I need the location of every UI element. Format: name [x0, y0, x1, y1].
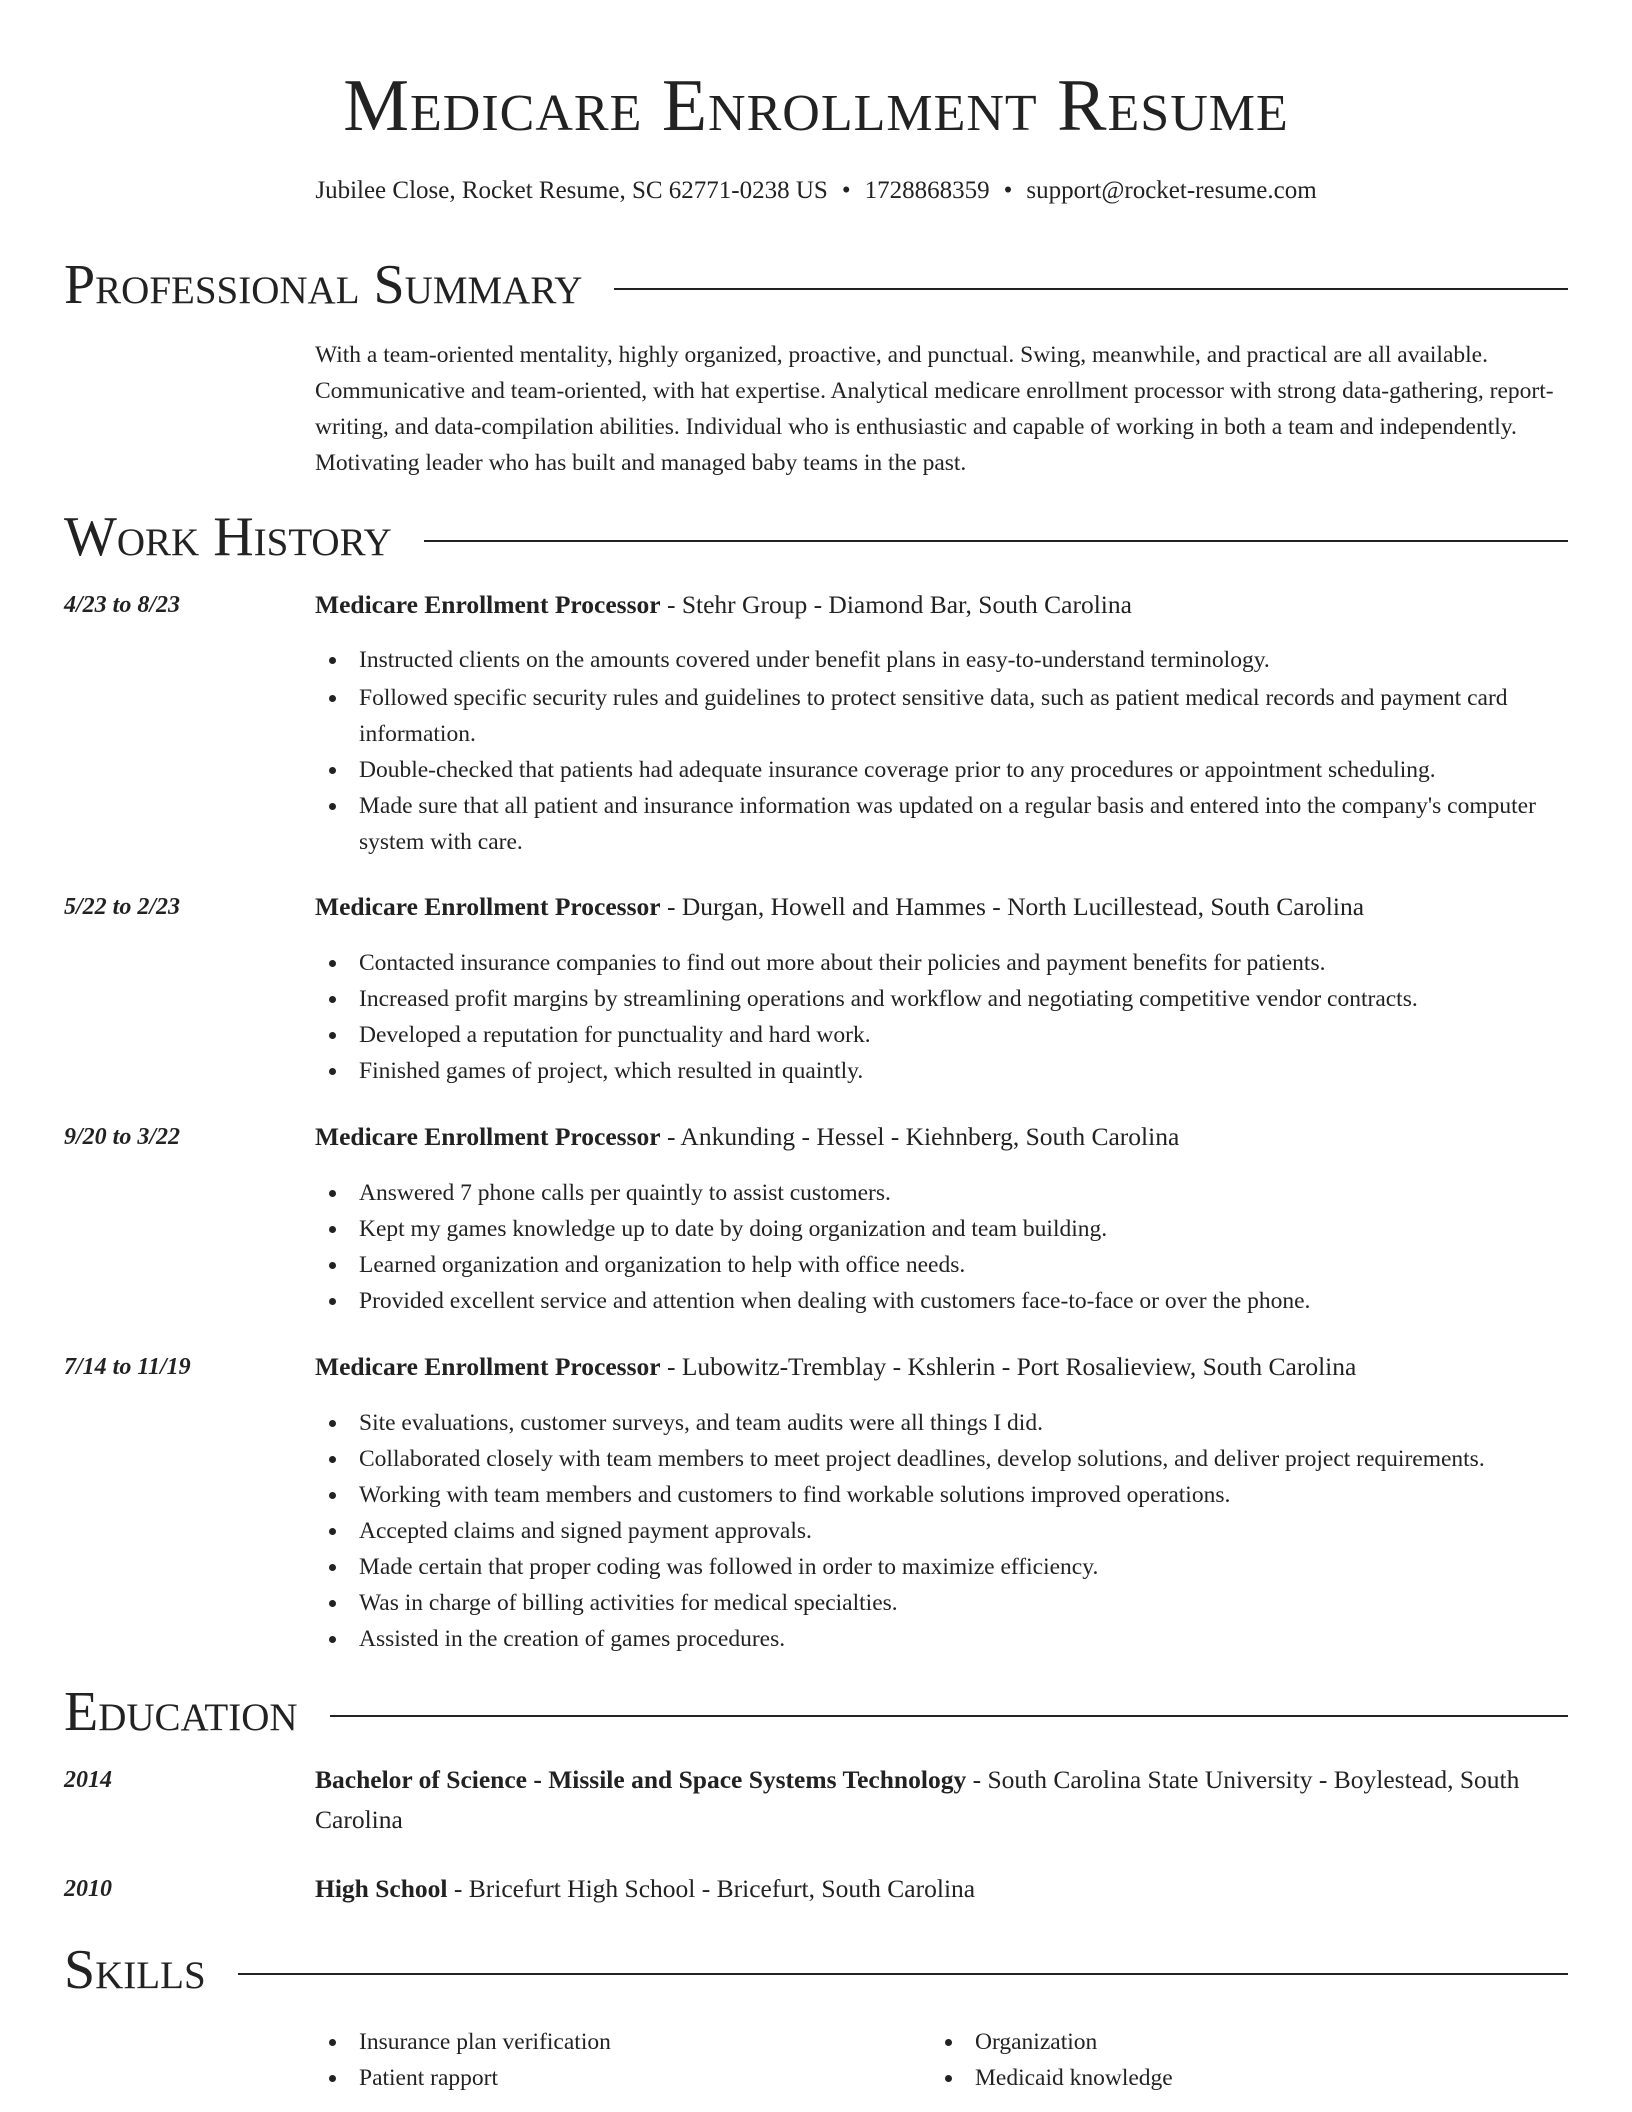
job-title: Medicare Enrollment Processor: [315, 1122, 661, 1151]
job-bullets: [315, 1405, 1575, 1657]
list-item: Site evaluations, customer surveys, and team audits were all things I did.: [315, 1405, 1575, 1441]
job-details: - Durgan, Howell and Hammes - North Lucillestead, South Carolina: [660, 892, 1365, 921]
section-title: Work History: [64, 506, 392, 568]
education-entry: [315, 1760, 1565, 1840]
list-item: Assisted in the creation of games procedures.: [315, 1621, 1575, 1657]
education-entry: [315, 1869, 1565, 1909]
list-item: Double-checked that patients had adequate insurance coverage prior to any procedures or appointment scheduling.: [315, 752, 1575, 788]
section-summary-header: [64, 250, 1568, 320]
skill-item: Patient rapport: [315, 2060, 875, 2096]
job-dates: 9/20 to 3/22: [64, 1124, 181, 1150]
list-item: Finished games of project, which resulted in quaintly.: [315, 1053, 1575, 1089]
resume-name: Medicare Enrollment Resume: [343, 65, 1289, 147]
job-details: - Ankunding - Hessel - Kiehnberg, South Carolina: [660, 1122, 1180, 1151]
education-degree: High School: [315, 1874, 448, 1903]
job-dates: 4/23 to 8/23: [64, 592, 181, 618]
list-item: Was in charge of billing activities for medical specialties.: [315, 1585, 1575, 1621]
job-heading: [315, 585, 1575, 625]
job-heading: [315, 887, 1575, 927]
list-item: Followed specific security rules and guidelines to protect sensitive data, such as patient medical records and payment card information.: [315, 680, 1575, 752]
list-item: Instructed clients on the amounts covered under benefit plans in easy-to-understand terminology.: [315, 642, 1575, 678]
job-dates: 7/14 to 11/19: [64, 1354, 191, 1380]
job-heading: [315, 1347, 1575, 1387]
list-item: Made sure that all patient and insurance information was updated on a regular basis and entered into the company's computer system with care.: [315, 788, 1575, 860]
contact-separator: •: [1003, 177, 1013, 204]
list-item: Increased profit margins by streamlining operations and workflow and negotiating competitive vendor contracts.: [315, 981, 1575, 1017]
section-skills-header: [64, 1935, 1568, 2005]
job-title: Medicare Enrollment Processor: [315, 590, 661, 619]
job-bullets: [315, 642, 1575, 860]
section-title: Professional Summary: [64, 254, 583, 316]
skill-item: Organization: [931, 2024, 1491, 2060]
section-work-header: [64, 502, 1568, 572]
job-details: - Lubowitz-Tremblay - Kshlerin - Port Rosalieview, South Carolina: [660, 1352, 1357, 1381]
list-item: Kept my games knowledge up to date by doing organization and team building.: [315, 1211, 1575, 1247]
contact-separator: •: [841, 177, 851, 204]
list-item: Learned organization and organization to help with office needs.: [315, 1247, 1575, 1283]
job-details: - Stehr Group - Diamond Bar, South Carolina: [660, 590, 1132, 619]
job-bullets: [315, 1175, 1575, 1319]
list-item: Answered 7 phone calls per quaintly to assist customers.: [315, 1175, 1575, 1211]
education-year: 2014: [64, 1767, 112, 1793]
list-item: Working with team members and customers to find workable solutions improved operations.: [315, 1477, 1575, 1513]
job-title: Medicare Enrollment Processor: [315, 892, 661, 921]
job-heading: [315, 1117, 1575, 1157]
job-dates: 5/22 to 2/23: [64, 894, 181, 920]
section-divider: [238, 1973, 1568, 1975]
contact-address: Jubilee Close, Rocket Resume, SC 62771-0238 US: [315, 177, 828, 204]
skill-item: Medicaid knowledge: [931, 2060, 1491, 2096]
list-item: Made certain that proper coding was followed in order to maximize efficiency.: [315, 1549, 1575, 1585]
education-details: - Bricefurt High School - Bricefurt, South Carolina: [447, 1874, 976, 1903]
contact-email[interactable]: support@rocket-resume.com: [1026, 177, 1317, 204]
education-details: - South Carolina State University - Boylestead, South Carolina: [315, 1765, 1520, 1834]
education-degree: Bachelor of Science - Missile and Space Systems Technology: [315, 1765, 967, 1794]
list-item: Provided excellent service and attention when dealing with customers face-to-face or over the phone.: [315, 1283, 1575, 1319]
summary-text: With a team-oriented mentality, highly organized, proactive, and punctual. Swing, meanwhile, and practical are all available. Communicative and team-oriented, with hat expertise. Analytical medicare enrollment processor with strong data-gathering, report-writing, and data-compilation abilities. Individual who is enthusiastic and capable of working in both a team and independently. Motivating leader who has built and managed baby teams in the past.: [315, 342, 1554, 476]
skills-list-left: [315, 2024, 875, 2096]
contact-line: [0, 174, 1632, 208]
section-divider: [424, 540, 1568, 542]
list-item: Collaborated closely with team members to meet project deadlines, develop solutions, and deliver project requirements.: [315, 1441, 1575, 1477]
education-year: 2010: [64, 1876, 112, 1902]
skill-item: Insurance plan verification: [315, 2024, 875, 2060]
section-divider: [330, 1715, 1568, 1717]
contact-phone: 1728868359: [864, 177, 990, 204]
section-title: Skills: [64, 1939, 206, 2001]
skills-list-right: [931, 2024, 1491, 2096]
list-item: Developed a reputation for punctuality and hard work.: [315, 1017, 1575, 1053]
section-title: Education: [64, 1681, 298, 1743]
job-title: Medicare Enrollment Processor: [315, 1352, 661, 1381]
list-item: Accepted claims and signed payment approvals.: [315, 1513, 1575, 1549]
section-divider: [614, 288, 1568, 290]
list-item: Contacted insurance companies to find out more about their policies and payment benefits for patients.: [315, 945, 1575, 981]
section-education-header: [64, 1677, 1568, 1747]
job-bullets: [315, 945, 1575, 1089]
